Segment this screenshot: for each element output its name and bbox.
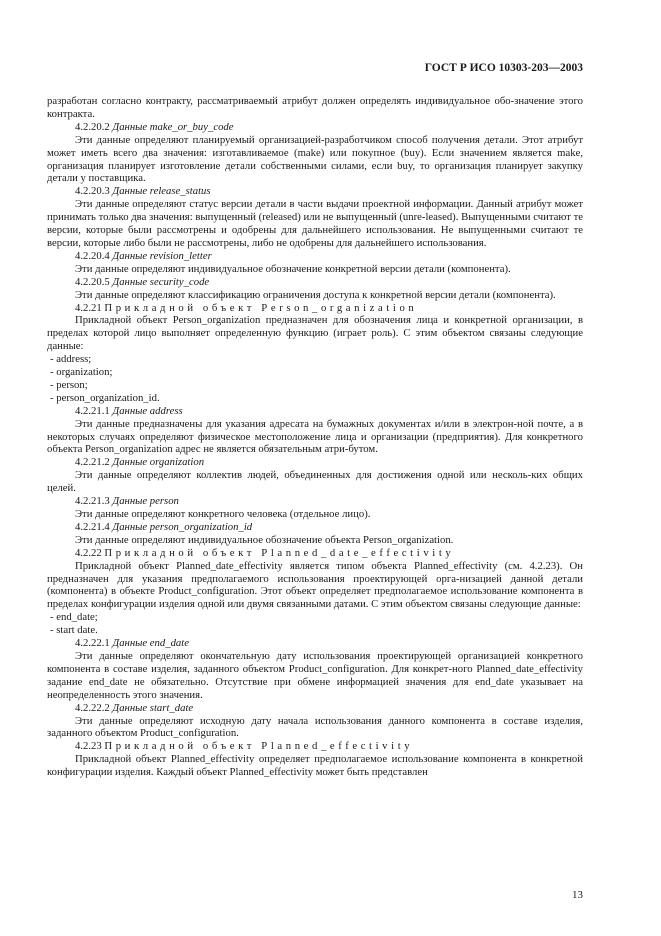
section-title: Данные security_code: [112, 275, 210, 288]
paragraph: Эти данные предназначены для указания адресата на бумажных документах и/или в электрон-ной почте, а в некоторых случаях определяют физическое местоположение лица и организации (предприятия). Для конкретного объекта Person_organization адрес не является обязательным атри-бутом.: [47, 417, 583, 456]
paragraph: Прикладной объект Planned_effectivity определяет предполагаемое использование компонента в конкретной конфигурации изделия. Каждый объект Planned_effectivity может быть представлен: [47, 753, 583, 779]
paragraph: Прикладной объект Person_organization предназначен для обозначения лица и конкретной организации, в пределах которой лицо выполняет определенную функцию (играет роль). С этим объектом связаны следующие данные:: [47, 314, 583, 353]
list-item: - address;: [50, 353, 92, 366]
section-title: Прикладной объект Planned_date_effectivity: [104, 546, 455, 559]
list-item: - organization;: [50, 366, 113, 379]
list-item: - end_date;: [50, 611, 98, 624]
section-heading: [47, 276, 583, 289]
paragraph: Эти данные определяют индивидуальное обозначение объекта Person_organization.: [75, 533, 454, 546]
paragraph: Эти данные определяют окончательную дату использования проектирующей организацией конкретного компонента в составе изделия, заданного объектом Product_configuration. Для конкрет-ного Planned_date_effectivity задание end_date не обязательно. Отсутствие при обмене информацией значения для end_date указывает на неопределенность этого значения.: [47, 649, 583, 701]
section-number: 4.2.21.2: [75, 456, 110, 469]
section-heading: [47, 405, 583, 418]
section-title: Данные start_date: [112, 701, 194, 714]
section-number: 4.2.23: [75, 740, 102, 753]
section-heading: [47, 121, 583, 134]
section-heading: [47, 185, 583, 198]
section-heading: [47, 740, 583, 753]
section-title: Прикладной объект Person_organization: [104, 301, 418, 314]
section-heading: [47, 637, 583, 650]
section-heading: [47, 547, 583, 560]
document-page: [47, 62, 583, 902]
section-heading: [47, 521, 583, 534]
section-heading: [47, 456, 583, 469]
section-number: 4.2.20.3: [75, 185, 110, 198]
list-item: - person;: [50, 378, 88, 391]
section-number: 4.2.20.5: [75, 275, 110, 288]
section-title: Данные make_or_buy_code: [112, 120, 234, 133]
section-number: 4.2.21.3: [75, 495, 110, 508]
paragraph: Эти данные определяют исходную дату начала использования данного компонента в составе изделия, заданного объектом Product_configuration.: [47, 714, 583, 740]
section-heading: [47, 495, 583, 508]
section-title: Прикладной объект Planned_effectivity: [104, 740, 414, 753]
section-title: Данные end_date: [112, 637, 189, 650]
section-number: 4.2.22.1: [75, 637, 110, 650]
paragraph: Эти данные определяют конкретного человека (отдельное лицо).: [75, 508, 371, 520]
document-header: ГОСТ Р ИСО 10303-203—2003: [424, 62, 583, 74]
paragraph: Эти данные определяют индивидуальное обозначение конкретной версии детали (компонента).: [75, 262, 511, 275]
section-heading: [47, 702, 583, 715]
paragraph: разработан согласно контракту, рассматриваемый атрибут должен определять индивидуальное обо-значение этого контракта.: [47, 95, 583, 120]
section-number: 4.2.22: [75, 546, 102, 559]
section-number: 4.2.20.4: [75, 249, 110, 262]
section-number: 4.2.20.2: [75, 120, 110, 133]
section-title: Данные person_organization_id: [112, 520, 253, 533]
paragraph: Прикладной объект Planned_date_effectivity является типом объекта Planned_effectivity (см. 4.2.23). Он предназначен для указания предполагаемого использования проектирующей орга-низацией данной детали (компонента) в объекте Product_configuration. Этот объект определяет предполагаемое использование компонента в пределах конфигурации изделия одной или двумя связанными датами. С этим объектом связаны следующие данные:: [47, 559, 583, 611]
section-title: Данные release_status: [112, 185, 211, 198]
section-title: Данные organization: [112, 456, 205, 469]
list-item: - person_organization_id.: [50, 391, 160, 404]
paragraph: Эти данные определяют планируемый организацией-разработчиком способ получения детали. Этот атрибут может иметь всего два значения: изготавливаемое (make) или покупное (buy). Если значением является make, организация планирует изготовление детали собственными силами, если buy, то организация планирует закупку детали у поставщика.: [47, 133, 583, 185]
section-number: 4.2.21.4: [75, 520, 110, 533]
section-number: 4.2.22.2: [75, 701, 110, 714]
section-title: Данные address: [112, 404, 183, 417]
section-title: Данные person: [112, 495, 179, 508]
section-heading: [47, 302, 583, 315]
paragraph: Эти данные определяют коллектив людей, объединенных для достижения одной или несколь-ких общих целей.: [47, 469, 583, 495]
page-number: 13: [572, 889, 583, 902]
list-item: - start date.: [50, 624, 98, 637]
section-number: 4.2.21: [75, 301, 102, 314]
paragraph: Эти данные определяют классификацию ограничения доступа к конкретной версии детали (компонента).: [75, 288, 556, 301]
section-number: 4.2.21.1: [75, 404, 110, 417]
paragraph: Эти данные определяют статус версии детали в части выдачи проектной информации. Данный атрибут может принимать только два значения: выпущенный (released) или не выпущенный (unre-leased). Выпущенными считают те версии, которые были рассмотрены и одобрены для дальнейшего использования. Не выпущенными считают те версии, которые либо были не рассмотрены, либо не одобрены для дальнейшего использования.: [47, 198, 583, 249]
section-title: Данные revision_letter: [112, 249, 212, 262]
section-heading: [47, 250, 583, 263]
